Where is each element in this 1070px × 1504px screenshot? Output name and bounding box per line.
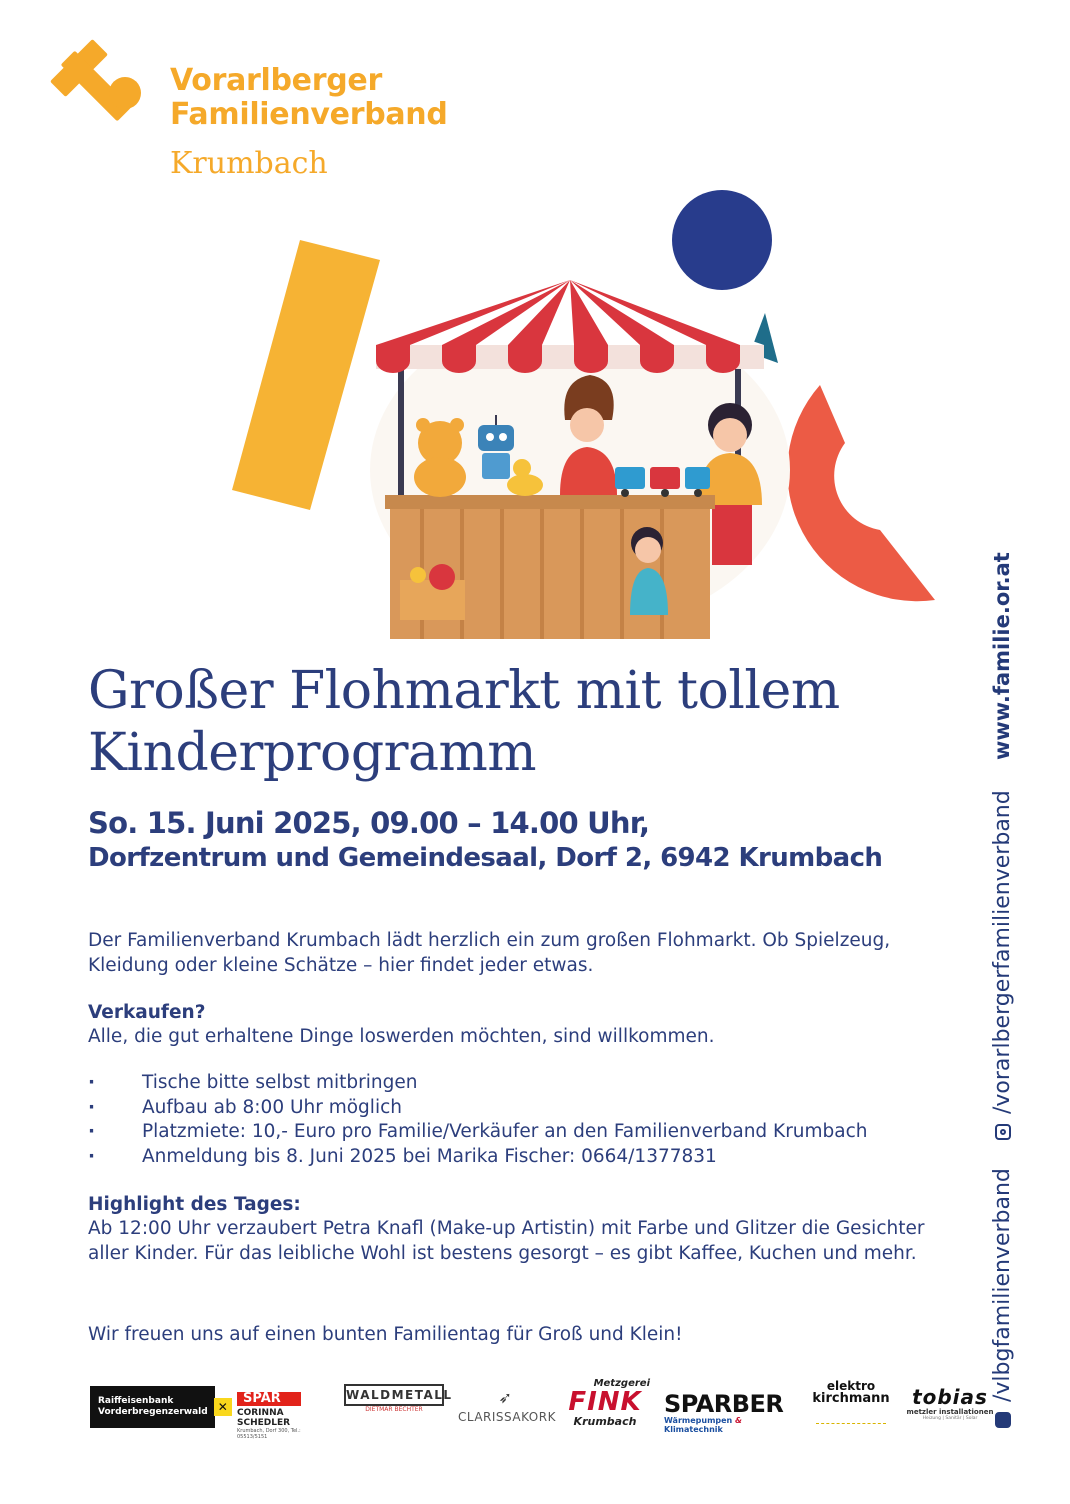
fink-label: Metzgerei: [593, 1378, 650, 1389]
event-date: So. 15. Juni 2025, 09.00 – 14.00 Uhr,: [88, 806, 650, 840]
org-name: [170, 64, 448, 132]
elektro-line1: elektro: [826, 1379, 876, 1393]
event-title-line1: Großer Flohmarkt mit tollem: [88, 661, 840, 721]
event-title: [88, 660, 968, 784]
fink-town: Krumbach: [573, 1415, 637, 1428]
metzgerei-fink-logo: [560, 1378, 650, 1428]
intro-paragraph: Der Familienverband Krumbach lädt herzlich ein zum großen Flohmarkt. Ob Spielzeug, Kleidung oder kleine Schätze – hier findet jeder etwas.: [88, 930, 891, 976]
flea-market-illustration: [220, 185, 950, 645]
elektro-line2: kirchmann: [812, 1391, 890, 1406]
list-item: · Anmeldung bis 8. Juni 2025 bei Marika Fischer: 0664/1377831: [88, 1145, 988, 1170]
tobias-wordmark: tobias: [912, 1385, 988, 1409]
familienverband-logo-icon: [50, 36, 150, 151]
info-bullet-list: [88, 1071, 988, 1169]
sparber-tagline: [664, 1416, 794, 1434]
tobias-tagline: metzler installationen: [906, 1408, 994, 1416]
org-name-line2: Familienverband: [170, 97, 448, 132]
sparber-logo: [664, 1392, 794, 1434]
sparber-wordmark: SPARBER: [664, 1390, 784, 1418]
social-sidebar: [990, 0, 1030, 1504]
blue-circle-shape: [672, 190, 772, 290]
sponsor-logos: [90, 1378, 994, 1440]
sparber-tagline-2: Klimatechnik: [664, 1425, 723, 1434]
website-link[interactable]: www.familie.or.at: [990, 552, 1014, 760]
sell-paragraph: Alle, die gut erhaltene Dinge loswerden möchten, sind willkommen.: [88, 1026, 715, 1047]
raiffeisen-line1: Raiffeisenbank: [98, 1396, 174, 1406]
event-title-line2: Kinderprogramm: [88, 723, 537, 783]
instagram-icon: [995, 1124, 1011, 1140]
clarissakork-wordmark: CLARISSAKORK: [458, 1410, 556, 1424]
spar-address: Krumbach, Dorf 300, Tel.: 05513/5151: [237, 1428, 301, 1440]
spar-logo: [237, 1392, 327, 1440]
org-name-line1: Vorarlberger: [170, 63, 382, 98]
list-item: · Tische bitte selbst mitbringen: [88, 1071, 988, 1096]
clarissakork-mark-icon: ➶: [498, 1388, 513, 1407]
tobias-metzler-logo: [905, 1386, 995, 1421]
clarissakork-logo: [458, 1388, 556, 1424]
event-location: Dorfzentrum und Gemeindesaal, Dorf 2, 6942 Krumbach: [88, 843, 883, 873]
facebook-icon: [995, 1412, 1011, 1428]
coral-arc-shape: [787, 385, 935, 601]
instagram-handle: /vorarlbergerfamilienverband: [990, 790, 1015, 1114]
sell-heading: Verkaufen?: [88, 1002, 206, 1023]
fink-wordmark: FINK: [568, 1387, 642, 1417]
sparber-tagline-1: Wärmepumpen: [664, 1416, 733, 1425]
awning-shape: [376, 280, 764, 373]
spar-wordmark: SPAR: [237, 1392, 301, 1406]
yellow-bar-shape: [232, 240, 380, 510]
facebook-handle: /vlbgfamilienverband: [990, 1168, 1015, 1402]
elektro-kirchmann-logo: [806, 1380, 896, 1424]
raiffeisen-gable-icon: ✕: [214, 1398, 232, 1416]
highlight-paragraph: Ab 12:00 Uhr verzaubert Petra Knafl (Make-up Artistin) mit Farbe und Glitzer die Gesichter aller Kinder. Für das leibliche Wohl ist bestens gesorgt – es gibt Kaffee, Kuchen und mehr.: [88, 1218, 925, 1264]
closing-paragraph: Wir freuen uns auf einen bunten Familientag für Groß und Klein!: [88, 1324, 683, 1345]
waldmetall-owner: DIETMAR BECHTER: [365, 1406, 423, 1413]
spar-owner: CORINNA SCHEDLER: [237, 1408, 291, 1428]
org-local-name: Krumbach: [170, 146, 328, 181]
instagram-link[interactable]: [990, 790, 1015, 1140]
tobias-services: Heizung | Sanitär | Solar: [922, 1416, 978, 1421]
sparber-amp: &: [735, 1416, 743, 1425]
list-item: · Platzmiete: 10,- Euro pro Familie/Verkäufer an den Familienverband Krumbach: [88, 1120, 988, 1145]
raiffeisen-logo: [90, 1386, 228, 1428]
waldmetall-logo: [344, 1384, 453, 1413]
list-item: · Aufbau ab 8:00 Uhr möglich: [88, 1096, 988, 1121]
circuit-lines-icon: [816, 1407, 886, 1424]
raiffeisen-line2: Vorderbregenzerwald: [98, 1407, 208, 1417]
highlight-heading: Highlight des Tages:: [88, 1194, 301, 1215]
waldmetall-wordmark: WALDMETALL: [344, 1384, 444, 1406]
